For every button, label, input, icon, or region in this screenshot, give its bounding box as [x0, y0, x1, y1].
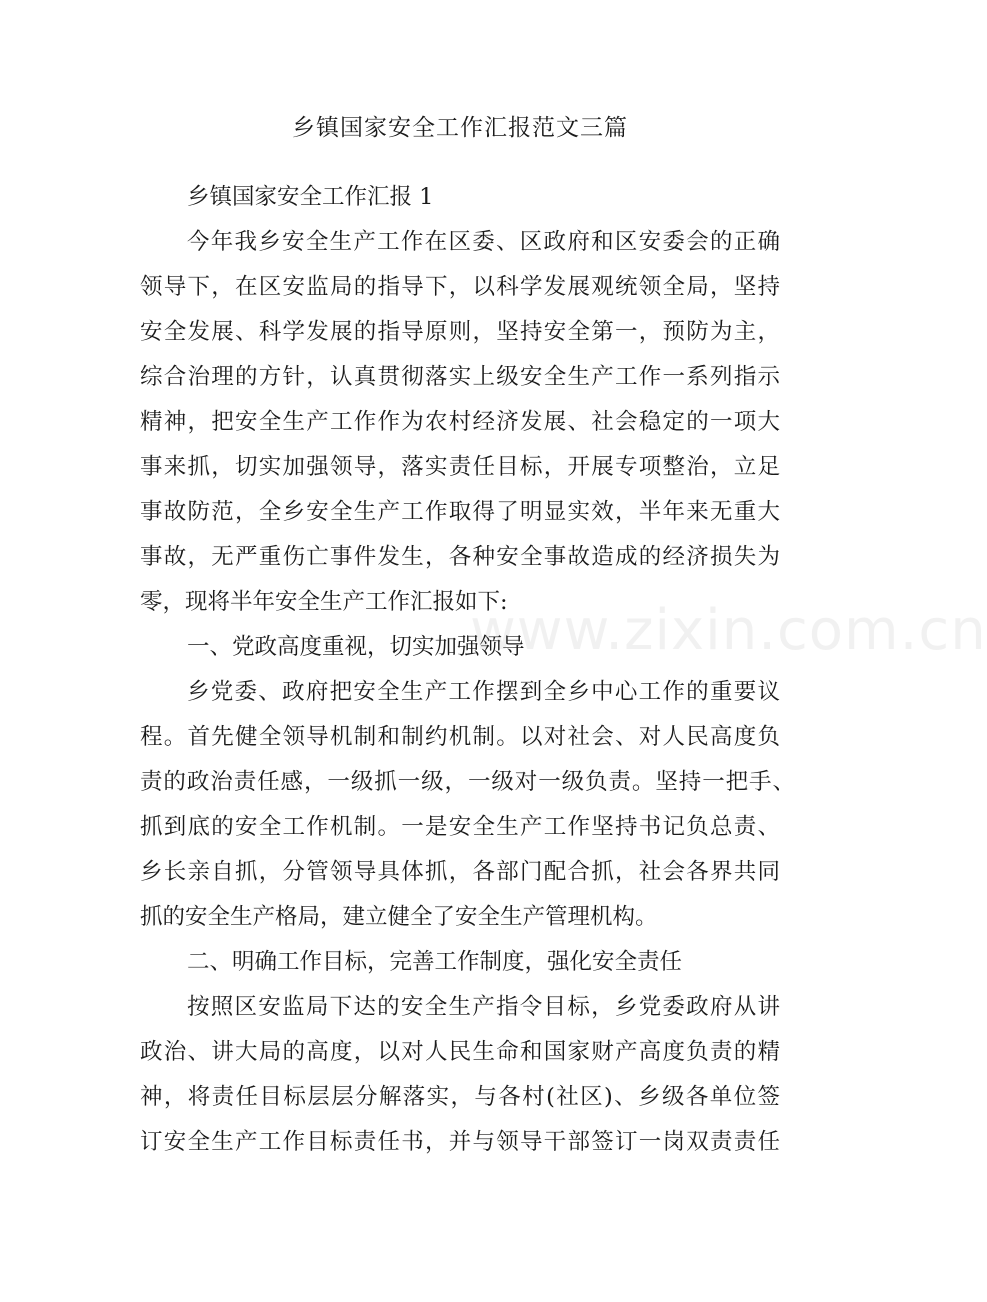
- body-line: 政治、讲大局的高度，以对人民生命和国家财产高度负责的精: [140, 1039, 780, 1065]
- body-line: 精神，把安全生产工作作为农村经济发展、社会稳定的一项大: [140, 409, 780, 435]
- body-line: 订安全生产工作目标责任书，并与领导干部签订一岗双责责任: [140, 1129, 780, 1155]
- body-line: 事故防范，全乡安全生产工作取得了明显实效，半年来无重大: [140, 499, 780, 525]
- body-line: 零，现将半年安全生产工作汇报如下:: [140, 589, 508, 615]
- body-line: 领导下，在区安监局的指导下，以科学发展观统领全局，坚持: [140, 274, 780, 300]
- subheading-1: 一、党政高度重视，切实加强领导: [187, 634, 525, 660]
- body-line: 乡党委、政府把安全生产工作摆到全乡中心工作的重要议: [187, 679, 780, 705]
- body-line: 责的政治责任感，一级抓一级，一级对一级负责。坚持一把手、: [140, 769, 795, 795]
- body-line: 抓的安全生产格局，建立健全了安全生产管理机构。: [140, 904, 658, 930]
- watermark: www.zixin.com.cn: [470, 598, 987, 663]
- body-line: 安全发展、科学发展的指导原则，坚持安全第一，预防为主，: [140, 319, 780, 345]
- section-heading: 乡镇国家安全工作汇报 1: [187, 184, 434, 210]
- body-line: 乡长亲自抓，分管领导具体抓，各部门配合抓，社会各界共同: [140, 859, 780, 885]
- body-line: 事来抓，切实加强领导，落实责任目标，开展专项整治，立足: [140, 454, 780, 480]
- body-line: 按照区安监局下达的安全生产指令目标，乡党委政府从讲: [187, 994, 780, 1020]
- body-line: 神，将责任目标层层分解落实，与各村(社区)、乡级各单位签: [140, 1084, 780, 1110]
- document-title: 乡镇国家安全工作汇报范文三篇: [292, 115, 628, 141]
- body-line: 抓到底的安全工作机制。一是安全生产工作坚持书记负总责、: [140, 814, 780, 840]
- subheading-2: 二、明确工作目标，完善工作制度，强化安全责任: [187, 949, 683, 975]
- body-line: 今年我乡安全生产工作在区委、区政府和区安委会的正确: [187, 229, 780, 255]
- body-line: 综合治理的方针，认真贯彻落实上级安全生产工作一系列指示: [140, 364, 780, 390]
- body-line: 事故，无严重伤亡事件发生，各种安全事故造成的经济损失为: [140, 544, 780, 570]
- body-line: 程。首先健全领导机制和制约机制。以对社会、对人民高度负: [140, 724, 780, 750]
